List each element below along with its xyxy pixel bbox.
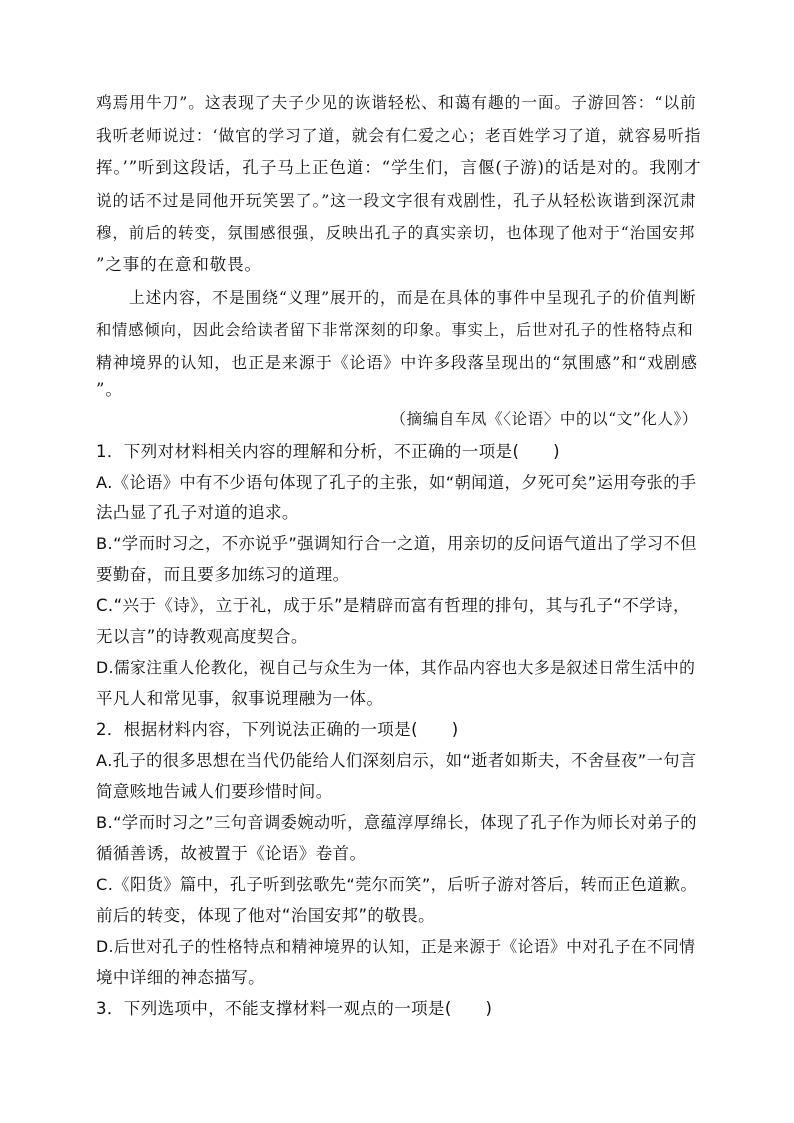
- passage-line: 和情感倾向，因此会给读者留下非常深刻的印象。事实上，后世对孔子的性格特点和: [96, 321, 694, 339]
- option-c-line2: 前后的转变，体现了他对“治国安邦”的敬畏。: [96, 906, 435, 925]
- passage-line: 上述内容，不是围绕“义理”展开的，而是在具体的事件中呈现孔子的价值判断: [129, 288, 697, 307]
- option-b-line2: 循循善诱，故被置于《论语》卷首。: [96, 844, 367, 863]
- option-c-line1: C.“兴于《诗》，立于礼，成于乐”是精辟而富有哲理的排句，其与孔子“不学诗，: [96, 596, 690, 615]
- option-d-line1: D.后世对孔子的性格特点和精神境界的认知，正是来源于《论语》中对孔子在不同情: [96, 937, 696, 956]
- option-b-line1: B.“学而时习之”三句音调委婉动听，意蕴淳厚绵长，体现了孔子作为师长对弟子的: [96, 813, 697, 832]
- passage-line: ”。: [96, 380, 123, 399]
- option-b-line1: B.“学而时习之，不亦说乎”强调知行合一之道，用亲切的反问语气道出了学习不但: [96, 534, 697, 553]
- source-citation: （摘编自车凤《〈论语〉中的以“文”化人》）: [390, 410, 698, 428]
- passage-line: 挥。’”听到这段话，孔子马上正色道：“学生们，言偃(子游)的话是对的。我刚才: [96, 158, 702, 177]
- option-c-line2: 无以言”的诗教观高度契合。: [96, 627, 308, 646]
- passage-line: 说的话不过是同他开玩笑罢了。”这一段文字很有戏剧性，孔子从轻松诙谐到深沉肃: [96, 191, 697, 210]
- option-d-line1: D.儒家注重人伦教化，视自己与众生为一体，其作品内容也大多是叙述日常生活中的: [96, 658, 696, 677]
- passage-line: 精神境界的认知，也正是来源于《论语》中许多段落呈现出的“氛围感”和“戏剧感: [96, 353, 698, 372]
- passage-line: 鸡焉用牛刀”。这表现了夫子少见的诙谐轻松、和蔼有趣的一面。子游回答：“以前: [96, 93, 697, 112]
- option-a-line1: A.《论语》中有不少语句体现了孔子的主张，如“朝闻道，夕死可矣”运用夸张的手: [96, 473, 697, 492]
- option-b-line2: 要勤奋，而且要多加练习的道理。: [96, 565, 350, 584]
- passage-line: ”之事的在意和敬畏。: [96, 255, 262, 274]
- question-stem: 3．下列选项中，不能支撑材料一观点的一项是( ): [96, 999, 493, 1018]
- passage-line: 穆，前后的转变，氛围感很强，反映出孔子的真实亲切，也体现了他对于“治国安邦: [96, 224, 696, 242]
- option-d-line2: 境中详细的神态描写。: [96, 968, 265, 987]
- option-c-line1: C.《阳货》篇中，孔子听到弦歌先“莞尔而笑”，后听子游对答后，转而正色道歉。: [96, 875, 698, 894]
- option-a-line2: 法凸显了孔子对道的追求。: [96, 503, 299, 522]
- question-stem: 1．下列对材料相关内容的理解和分析，不正确的一项是( ): [96, 442, 560, 461]
- passage-line: 我听老师说过：‘做官的学习了道，就会有仁爱之心；老百姓学习了道，就容易听指: [96, 126, 702, 145]
- option-a-line2: 简意赅地告诫人们要珍惜时间。: [96, 782, 333, 801]
- option-d-line2: 平凡人和常见事，叙事说理融为一体。: [96, 689, 384, 708]
- question-stem: 2．根据材料内容，下列说法正确的一项是( ): [96, 720, 459, 739]
- option-a-line1: A.孔子的很多思想在当代仍能给人们深刻启示，如“逝者如斯夫，不舍昼夜”一句言: [96, 751, 697, 770]
